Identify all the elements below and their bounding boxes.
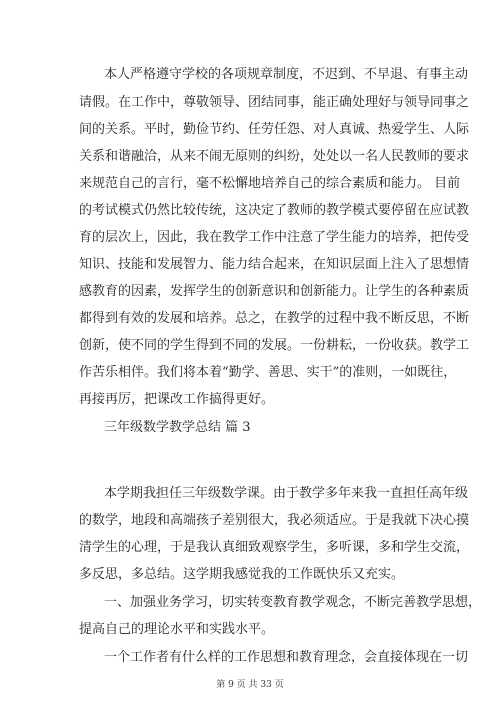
text-line: 一个工作者有什么样的工作思想和教育理念，会直接体现在一切 (104, 650, 469, 665)
text-line: 清学生的心理，于是我认真细致观察学生，多听课，多和学生交流， (79, 540, 470, 555)
section-heading: 三年级数学教学总结 篇 3 (104, 420, 251, 435)
text-line: 再接再厉，把课改工作搞得更好。 (79, 392, 275, 407)
text-line: 都得到有效的发展和培养。总之，在教学的过程中我不断反思，不断 (79, 311, 470, 326)
text-line: 提高自己的理论水平和实践水平。 (79, 622, 275, 637)
text-line: 一、加强业务学习，切实转变教育教学观念，不断完善教学思想， (104, 595, 482, 610)
text-line: 的考试模式仍然比较传统，这决定了教师的教学模式要停留在应试教 (79, 203, 470, 218)
text-line: 来规范自己的言行，毫不松懈地培养自己的综合素质和能力。 目前 (79, 176, 461, 191)
text-line: 育的层次上，因此，我在教学工作中注意了学生能力的培养，把传受 (79, 230, 470, 245)
text-line: 关系和谐融洽，从来不闹无原则的纠纷，处处以一名人民教师的要求 (79, 149, 470, 164)
text-line: 创新，使不同的学生得到不同的发展。一份耕耘，一份收获。教学工 (79, 338, 470, 353)
text-line: 本学期我担任三年级数学课。由于教学多年来我一直担任高年级 (104, 486, 469, 501)
text-line: 作苦乐相伴。我们将本着“勤学、善思、实干”的准则，一如既往， (79, 365, 457, 380)
text-line: 间的关系。平时，勤俭节约、任劳任怨、对人真诚、热爱学生、人际 (79, 122, 470, 137)
text-line: 多反思，多总结。这学期我感觉我的工作既快乐又充实。 (79, 567, 405, 582)
text-line: 本人严格遵守学校的各项规章制度，不迟到、不早退、有事主动 (104, 67, 469, 82)
text-line: 的数学，地段和高端孩子差别很大，我必须适应。于是我就下决心摸 (79, 513, 470, 528)
page-number-footer: 第 9 页 共 33 页 (216, 680, 284, 690)
text-line: 知识、技能和发展智力、能力结合起来，在知识层面上注入了思想情 (79, 257, 470, 272)
text-line: 请假。在工作中，尊敬领导、团结同事，能正确处理好与领导同事之 (79, 95, 470, 110)
text-line: 感教育的因素，发挥学生的创新意识和创新能力。让学生的各种素质 (79, 284, 470, 299)
